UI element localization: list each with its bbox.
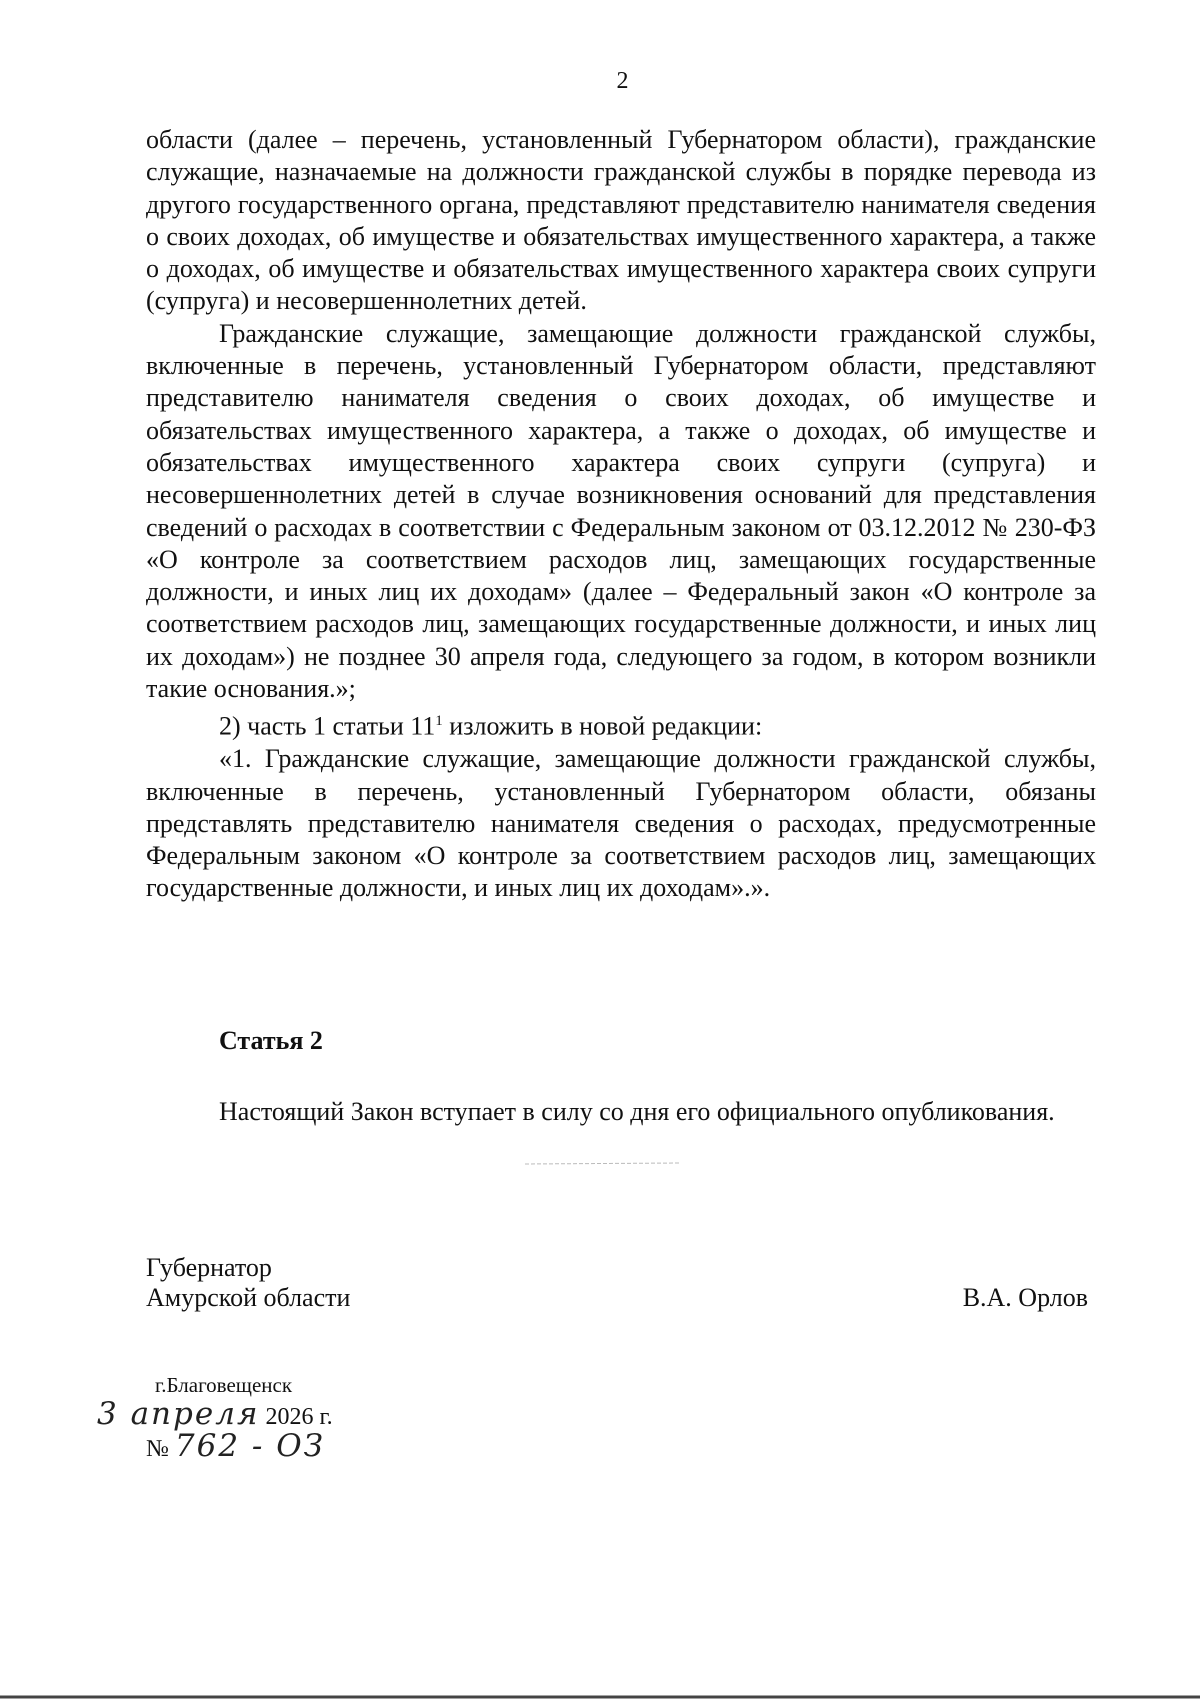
handwritten-number: 762 - ОЗ (174, 1428, 325, 1464)
signatory-name: В.А. Орлов (962, 1283, 1088, 1312)
paragraph-continuation: области (далее – перечень, установленный Губернатором области), гражданские служащие, назначаемые на должности гражданской службы в порядке перевода из другого государственного органа, представляют представителю нанимателя сведения о своих доходах, об имуществе и обязательствах имущественного характера, а также о доходах, об имуществе и обязательствах имущественного характера своих супруги (супруга) и несовершеннолетних детей. (146, 125, 1096, 316)
article-2-heading: Статья 2 (219, 1026, 323, 1055)
signatory-title (146, 1253, 350, 1313)
issue-city: г.Благовещенск (155, 1373, 293, 1397)
signatory-title-line-1: Губернатор (146, 1253, 272, 1282)
paragraph-new-wording: «1. Гражданские служащие, замещающие должности гражданской службы, включенные в перечень, установленный Губернатором области, обязаны представлять представителю нанимателя сведения о расходах, предусмотренные Федеральным законом «О контроле за соответствием расходов лиц, замещающих государственные должности, и иных лиц их доходам».». (146, 744, 1096, 903)
signatory-title-line-2: Амурской области (146, 1283, 351, 1312)
handwritten-date: 3 апреля (97, 1396, 260, 1432)
issue-year: 2026 г. (265, 1404, 333, 1430)
number-sign: № (146, 1436, 169, 1462)
amendment-text-end: изложить в новой редакции: (442, 712, 763, 741)
amendment-text-start: 2) часть 1 статьи 11 (219, 712, 436, 741)
superscript-index: 1 (435, 713, 443, 730)
law-number (146, 1428, 325, 1464)
paragraph-civil-servants: Гражданские служащие, замещающие должности гражданской службы, включенные в перечень, установленный Губернатором области, представляют представителю нанимателя сведения о своих доходах, об имуществе и обязательствах имущественного характера, а также о доходах, об имуществе и обязательствах имущественного характера своих супруги (супруга) и несовершеннолетних детей в случае возникновения оснований для представления сведений о расходах в соответствии с Федеральным законом от 03.12.2012 № 230-ФЗ «О контроле за соответствием расходов лиц, замещающих государственные должности, и иных лиц их доходам» (далее – Федеральный закон «О контроле за соответствием расходов лиц, замещающих государственные должности, и иных лиц их доходам») не позднее 30 апреля года, следующего за годом, в котором возникли такие основания.»; (146, 318, 1096, 704)
issue-date (97, 1396, 333, 1432)
article-2-text: Настоящий Закон вступает в силу со дня его официального опубликования. (219, 1097, 1055, 1126)
page-number: 2 (616, 68, 629, 94)
